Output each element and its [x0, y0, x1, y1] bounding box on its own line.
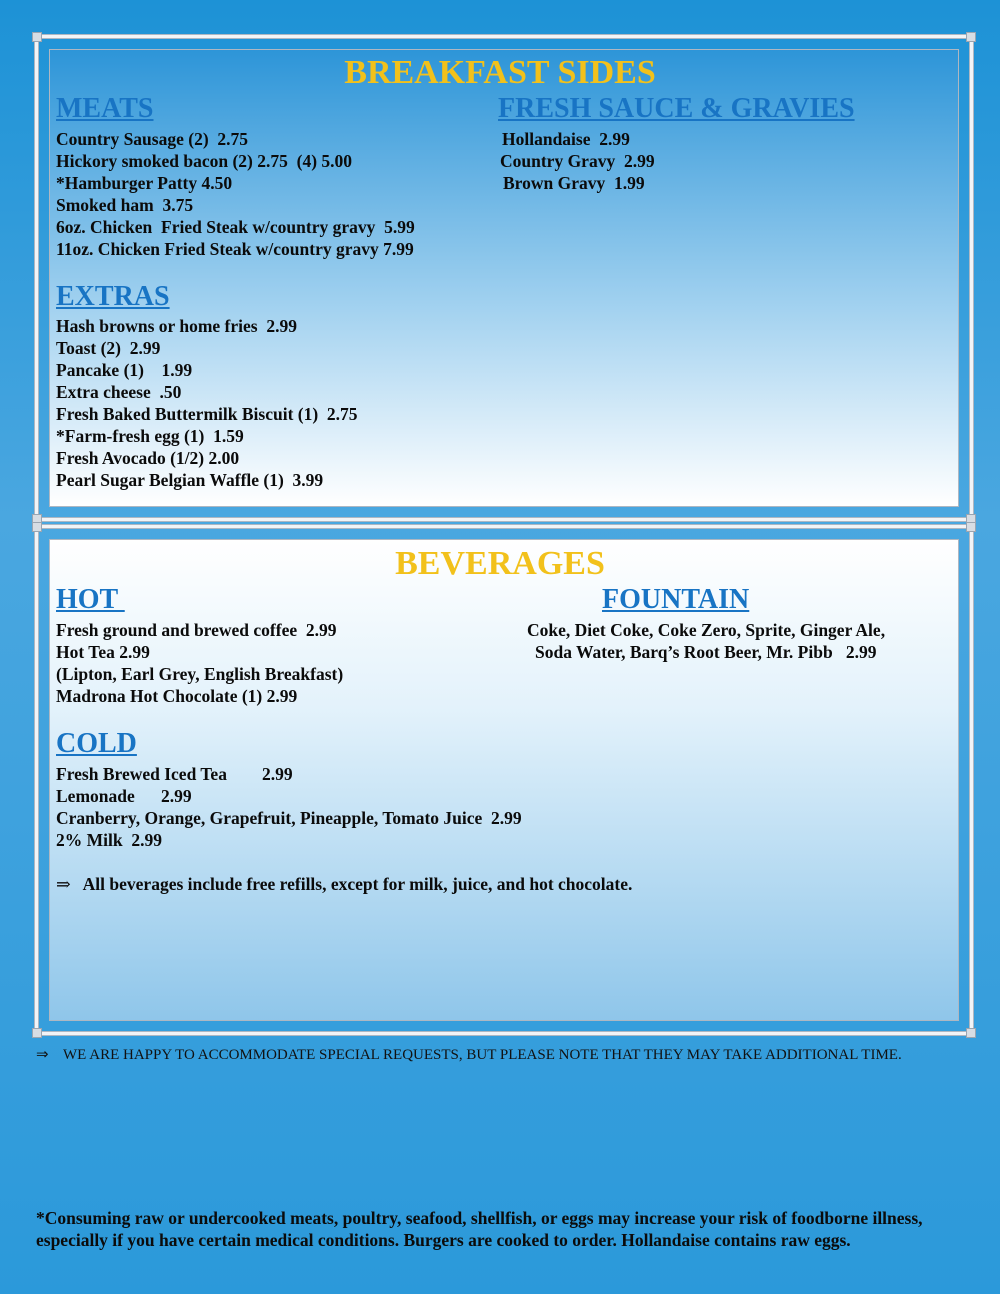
list-item: Hickory smoked bacon (2) 2.75 (4) 5.00 — [56, 151, 353, 171]
breakfast-sides-title: BREAKFAST SIDES — [344, 54, 656, 91]
extras-heading: EXTRAS — [56, 281, 170, 312]
hot-heading: HOT — [56, 584, 125, 615]
fountain-list — [527, 619, 885, 663]
frame-corner-ornament — [966, 522, 976, 532]
frame-corner-ornament — [966, 1028, 976, 1038]
list-item: Hot Tea 2.99 — [56, 642, 150, 662]
list-item: Hollandaise 2.99 — [502, 129, 630, 149]
list-item: Toast (2) 2.99 — [56, 338, 161, 358]
list-item: Pancake (1) 1.99 — [56, 360, 193, 380]
frame-corner-ornament — [32, 32, 42, 42]
list-item: *Hamburger Patty 4.50 — [56, 173, 233, 193]
list-item: 6oz. Chicken Fried Steak w/country gravy 5.99 — [56, 217, 415, 237]
list-item: Fresh ground and brewed coffee 2.99 — [56, 620, 337, 640]
list-item: Extra cheese .50 — [56, 382, 182, 402]
list-item: 2% Milk 2.99 — [56, 830, 162, 850]
refill-note-text: All beverages include free refills, except for milk, juice, and hot chocolate. — [82, 874, 633, 894]
list-item: Smoked ham 3.75 — [56, 195, 194, 215]
frame-corner-ornament — [32, 522, 42, 532]
beverages-title: BEVERAGES — [395, 545, 605, 582]
special-requests-text: WE ARE HAPPY TO ACCOMMODATE SPECIAL REQUESTS, BUT PLEASE NOTE THAT THEY MAY TAKE ADDITIONAL TIME. — [63, 1047, 902, 1063]
list-item: Country Sausage (2) 2.75 — [56, 129, 249, 149]
list-item: (Lipton, Earl Grey, English Breakfast) — [56, 664, 344, 684]
list-item: 11oz. Chicken Fried Steak w/country gravy 7.99 — [56, 239, 414, 259]
meats-heading: MEATS — [56, 93, 154, 124]
list-item: Cranberry, Orange, Grapefruit, Pineapple, Tomato Juice 2.99 — [56, 808, 522, 828]
list-item: Fresh Brewed Iced Tea 2.99 — [56, 764, 293, 784]
hot-list — [56, 619, 343, 707]
fountain-heading: FOUNTAIN — [602, 584, 750, 615]
list-item: Coke, Diet Coke, Coke Zero, Sprite, Ginger Ale, — [527, 620, 886, 640]
refill-note — [56, 874, 632, 895]
list-item: Fresh Avocado (1/2) 2.00 — [56, 448, 240, 468]
sauces-list — [500, 128, 655, 194]
cold-heading: COLD — [56, 728, 137, 759]
arrow-icon: ⇒ — [36, 1047, 49, 1063]
food-safety-disclaimer: *Consuming raw or undercooked meats, poultry, seafood, shellfish, or eggs may increase your risk of foodborne illness, especially if you have certain medical conditions. Burgers are cooked to order. Hollandaise contains raw eggs. — [36, 1208, 923, 1250]
extras-list — [56, 315, 358, 491]
list-item: Pearl Sugar Belgian Waffle (1) 3.99 — [56, 470, 324, 490]
frame-corner-ornament — [966, 32, 976, 42]
list-item: Madrona Hot Chocolate (1) 2.99 — [56, 686, 298, 706]
special-requests-note — [36, 1046, 956, 1065]
cold-list — [56, 763, 522, 851]
list-item: Lemonade 2.99 — [56, 786, 192, 806]
list-item: Soda Water, Barq’s Root Beer, Mr. Pibb 2.99 — [535, 642, 877, 662]
frame-corner-ornament — [32, 1028, 42, 1038]
sauce-heading: FRESH SAUCE & GRAVIES — [498, 93, 855, 124]
meats-list — [56, 128, 415, 260]
arrow-icon: ⇒ — [56, 874, 71, 894]
list-item: Fresh Baked Buttermilk Biscuit (1) 2.75 — [56, 404, 358, 424]
list-item: Country Gravy 2.99 — [500, 151, 655, 171]
list-item: *Farm-fresh egg (1) 1.59 — [56, 426, 244, 446]
list-item: Hash browns or home fries 2.99 — [56, 316, 297, 336]
list-item: Brown Gravy 1.99 — [503, 173, 645, 193]
